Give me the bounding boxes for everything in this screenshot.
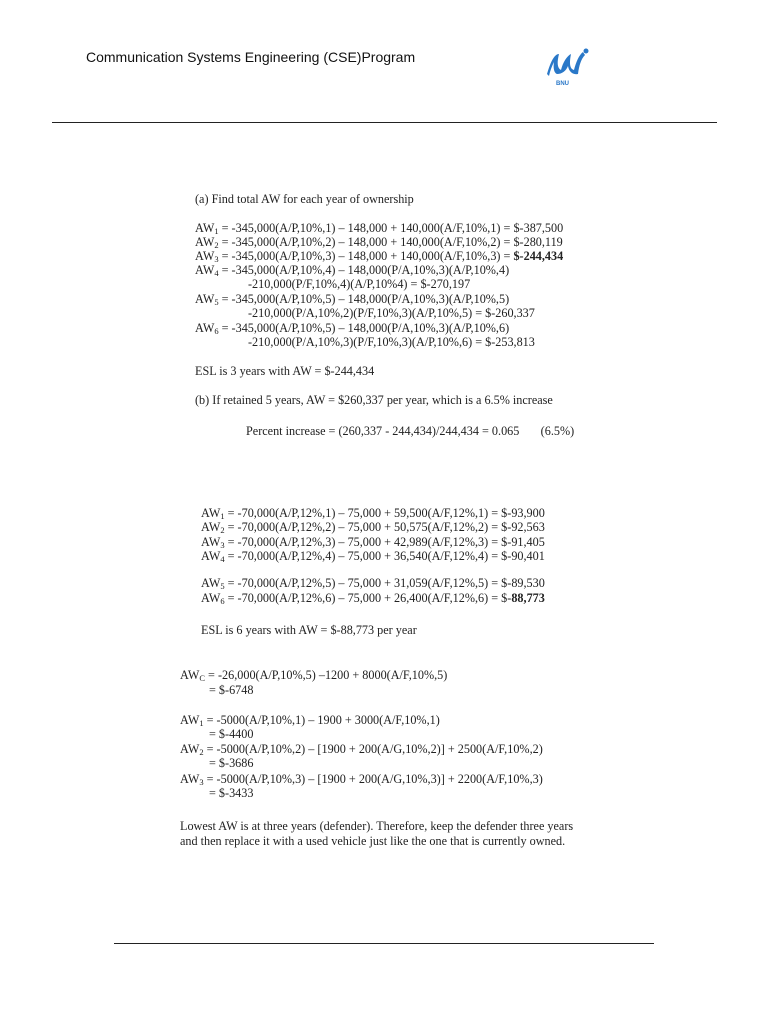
equation-line: $AW_1 = -5000(A/P,10\%,1) - 1900 + 3000(A/F,10\%,1)$ (180, 713, 440, 728)
problem3-conclusion-line-1: Lowest AW is at three years (defender). Therefore, keep the defender three years (180, 819, 574, 833)
problem1-percent-increase: Percent increase = (260,337 - 244,434)/244,434 = 0.065 (6.5%) (246, 424, 575, 438)
equation-line: $AW_6 = -345,000(A/P,10\%,5) - 148,000(P/A,10\%,3)(A/P,10\%,6)$ (195, 321, 510, 336)
equation-line: $AW_2 = -70,000(A/P,12\%,2) - 75,000 + 50,575(A/F,12\%,2)$ = $-92,563 (201, 520, 545, 535)
equation-result: = $-3433 (209, 786, 254, 800)
equation-line: $AW_5 = -345,000(A/P,10\%,5) - 148,000(P/A,10\%,3)(A/P,10\%,5)$ (195, 292, 510, 307)
equation-line: $AW_5 = -70,000(A/P,12\%,5) - 75,000 + 31,059(A/F,12\%,5)$ = $-89,530 (201, 576, 545, 591)
equation-continuation: -210,000(P/F,10%,4)(A/P,10%4) = $-270,197 (248, 277, 471, 291)
equation-continuation: -210,000(P/A,10%,3)(P/F,10%,3)(A/P,10%,6) = $-253,813 (248, 335, 535, 349)
page-header-title: Communication Systems Engineering (CSE)Program (86, 49, 416, 65)
problem2-esl: ESL is 6 years with AW = $-88,773 per year (201, 623, 417, 637)
equation-continuation: -210,000(P/A,10%,2)(P/F,10%,3)(A/P,10%,5) = $-260,337 (248, 306, 535, 320)
equation-line: $AW_3 = -5000(A/P,10\%,3) - [1900 + 200(A/G,10\%,3)] + 2200(A/F,10\%,3)$ (180, 772, 543, 787)
problem3-conclusion-line-2: and then replace it with a used vehicle just like the one that is currently owned. (180, 834, 566, 848)
equation-result: = $-3686 (209, 756, 254, 770)
problem3-awc-result: = $-6748 (209, 683, 254, 697)
problem1-esl: ESL is 3 years with AW = $-244,434 (195, 364, 375, 378)
equation-line: $AW_3 = -70,000(A/P,12\%,3) - 75,000 + 42,989(A/F,12\%,3)$ = $-91,405 (201, 535, 545, 550)
equation-line: $AW_6 = -70,000(A/P,12\%,6) - 75,000 + 26,400(A/F,12\%,6)$ = $-88,773 (201, 591, 545, 606)
equation-line: $AW_1 = -70,000(A/P,12\%,1) - 75,000 + 59,500(A/F,12\%,1)$ = $-93,900 (201, 506, 545, 521)
equation-line: $AW_4 = -345,000(A/P,10\%,4) - 148,000(P/A,10\%,3)(A/P,10\%,4)$ (195, 263, 510, 278)
logo-text: BNU (556, 81, 569, 86)
equation-line: $AW_2 = -5000(A/P,10\%,2) - [1900 + 200(A/G,10\%,2)] + 2500(A/F,10\%,2)$ (180, 742, 543, 757)
equation-line: $AW_4 = -70,000(A/P,12\%,4) - 75,000 + 36,540(A/F,12\%,4)$ = $-90,401 (201, 549, 545, 564)
problem3-awc-line: $AW_C = -26,000(A/P,10\%,5) -1200 + 8000(A/F,10\%,5)$ (180, 668, 448, 683)
equation-result: = $-4400 (209, 727, 254, 741)
problem1-part-a-title: (a) Find total AW for each year of ownership (195, 192, 414, 206)
equation-line: $AW_1 = -345,000(A/P,10\%,1) - 148,000 + 140,000(A/F,10\%,1)$ = $-387,500 (195, 221, 564, 236)
problem1-part-b: (b) If retained 5 years, AW = $260,337 per year, which is a 6.5% increase (195, 393, 553, 407)
equation-line: $AW_2 = -345,000(A/P,10\%,2) - 148,000 + 140,000(A/F,10\%,2)$ = $-280,119 (195, 235, 563, 250)
equation-line: $AW_3 = -345,000(A/P,10\%,3) - 148,000 + 140,000(A/F,10\%,3)$ = $-244,434 (195, 249, 564, 264)
